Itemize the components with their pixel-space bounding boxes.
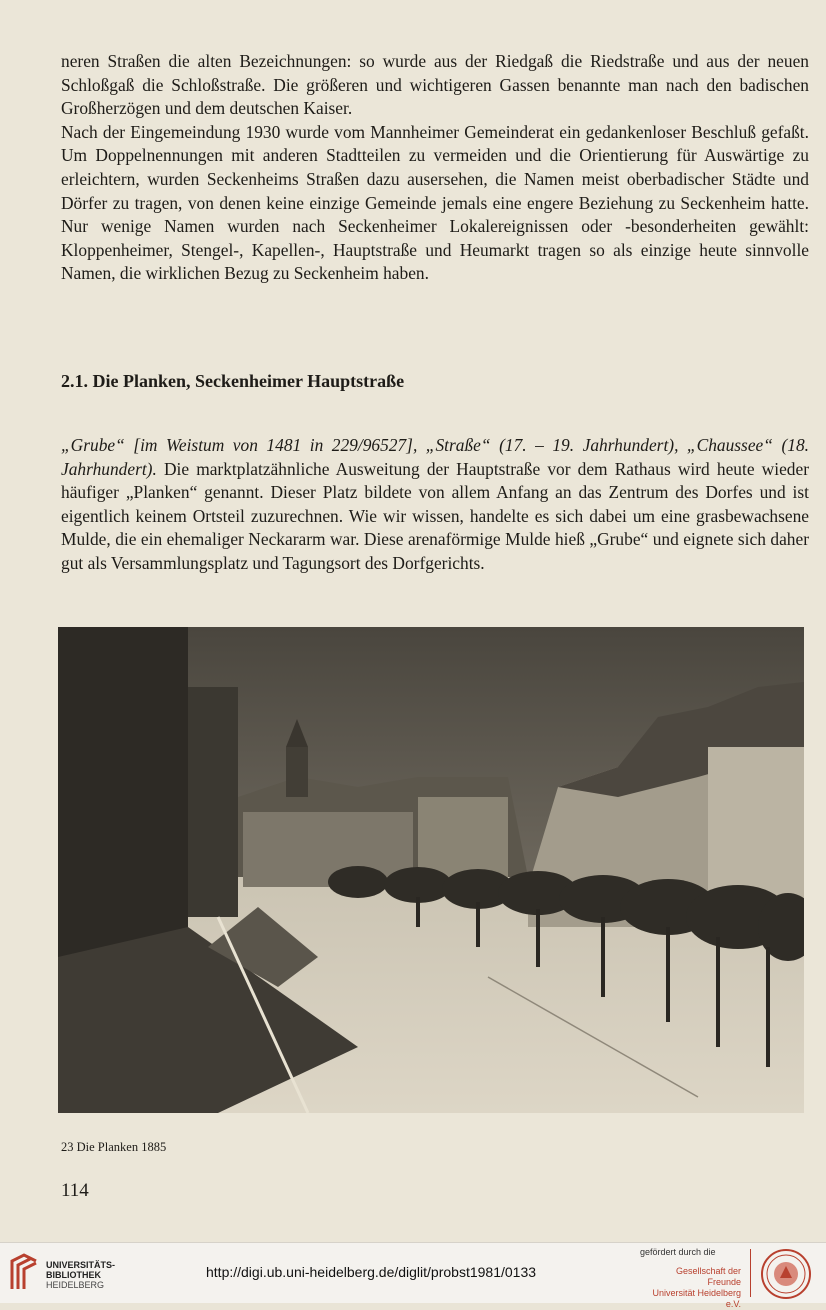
sponsor-name-line1: Gesellschaft der Freunde <box>675 1266 741 1287</box>
university-seal-icon[interactable] <box>760 1248 812 1300</box>
ub-heidelberg-logo-icon[interactable] <box>8 1253 40 1293</box>
library-name-line2: BIBLIOTHEK <box>46 1270 101 1280</box>
permalink-url[interactable]: http://digi.ub.uni-heidelberg.de/diglit/probst1981/0133 <box>206 1264 537 1280</box>
library-name[interactable] <box>46 1260 115 1290</box>
library-name-line3: HEIDELBERG <box>46 1280 105 1290</box>
historic-photo <box>58 627 804 1113</box>
page-number: 114 <box>61 1180 89 1201</box>
section-paragraph <box>61 434 809 576</box>
street-photo-illustration <box>58 627 804 1113</box>
library-name-line1: UNIVERSITÄTS- <box>46 1260 116 1270</box>
footer-divider <box>750 1249 751 1297</box>
funded-by-label: gefördert durch die <box>640 1247 716 1257</box>
section-italic-lead: „Grube“ [im Weistum von 1481 in 229/96527], „Straße“ (17. – 19. Jahrhundert), „Chaussee“ (18. Jahrhundert). <box>61 435 809 479</box>
intro-text <box>61 50 809 286</box>
section-heading: 2.1. Die Planken, Seckenheimer Hauptstraße <box>61 371 405 391</box>
intro-paragraph-2: Nach der Eingemeindung 1930 wurde vom Mannheimer Gemeinderat ein gedankenloser Beschluß gefaßt. Um Doppelnennungen mit anderen Stadtteilen zu vermeiden und die Orientierung für Auswärtige zu erleichtern, wurden Seckenheims Straßen dazu ausersehen, die Namen meist oberbadischer Städte und Dörfer zu tragen, von denen keine einzige Gemeinde jemals eine engere Beziehung zu Seckenheim hatte. Nur wenige Namen wurden nach Seckenheimer Lokalereignissen oder -besonderheiten gewählt: Kloppenheimer, Stengel-, Kapellen-, Hauptstraße und Heumarkt tragen so als einzige heute sinnvolle Namen, die wirklichen Bezug zu Seckenheim haben. <box>61 121 809 284</box>
sponsor-name[interactable] <box>640 1266 741 1310</box>
sponsor-name-line2: Universität Heidelberg e.V. <box>652 1288 741 1309</box>
viewer-footer <box>0 1242 826 1309</box>
section-body: Die marktplatzähnliche Ausweitung der Hauptstraße vor dem Rathaus wird heute wieder häufiger „Planken“ genannt. Dieser Platz bildete von allem Anfang an das Zentrum des Dorfes und ist eigentlich keinem Ortsteil zuzurechnen. Wie wir wissen, handelte es sich dabei um eine grasbewachsene Mulde, die ein ehemaliger Neckararm war. Diese arenaförmige Mulde hieß „Grube“ und eignete sich daher gut als Versammlungsplatz und Tagungsort des Dorfgerichts. <box>61 458 809 573</box>
figure-caption: 23 Die Planken 1885 <box>61 1140 167 1154</box>
intro-paragraph-1: neren Straßen die alten Bezeichnungen: so wurde aus der Riedgaß die Riedstraße und aus der neuen Schloßgaß die Schloßstraße. Die größeren und wichtigeren Gassen benannte man nach den badischen Großherzögen und dem deutschen Kaiser. <box>61 51 809 119</box>
